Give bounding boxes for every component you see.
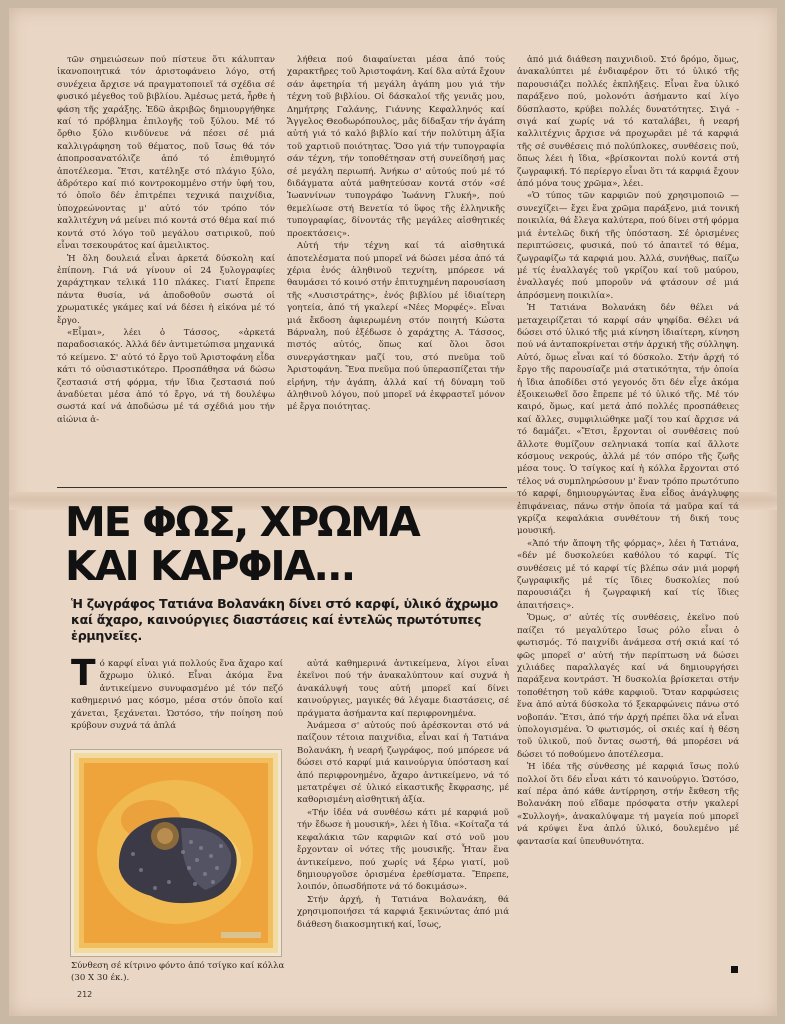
article-body-column-1 [71,658,283,742]
artwork-image [71,750,281,956]
artwork-caption: Σύνθεση σέ κίτρινο φόντο ἀπό τσίγκο καί κόλλα (30 Χ 30 έκ.). [71,961,285,983]
paragraph: Αὐτή τήν τέχνη καί τά αἰσθητικά ἀποτελέσματα πού μπορεῖ νά δώσει μέσα ἀπό τά χέρια ἑνός ἀληθινοῦ τεχνίτη, μπόρεσε νά θαυμάσει τό κοινό στήν ἐπιτυχημένη παρουσίαση τῆς «Λυσιστράτης», ἑνός βιβλίου μέ ἰδιαίτερη γοητεία, ἀπό τή γκαλερί «Νέες Μορφές». Εἶναι μιά ἔκδοση ἀφιερωμένη στόν ποιητή Κώστα Βάρναλη, πού ἐξέδωσε ὁ χαράχτης Α. Τάσσος, πιστός αὐτός, ὅπως καί ὅλοι ὅσοι συνεργάστηκαν μαζί του, στό πνεῦμα τοῦ Ἀριστοφάνη. Ἕνα πνεῦμα πού ὑπερασπίζεται τήν εἰρήνη, τήν ἀγάπη, ἀλλά καί τή δύναμη τοῦ ἀληθινοῦ λόγου, πού μπορεῖ νά ἐκφραστεῖ μόνον μέ ἔργα ποιότητας. [287,241,505,413]
text-column-3 [517,54,739,980]
paragraph: Ἡ ὅλη δουλειά εἶναι ἀρκετά δύσκολη καί ἐπίπονη. Γιά νά γίνουν οἱ 24 ξυλογραφίες χαράχτηκαν τελικά 110 πλάκες. Γιατί ἔπρεπε πάντα θυσία, νά ἀποδοθοῦν σωστά οἱ χρωματικές γκάμες καί νά δέσει ἡ εἰκόνα μέ τό ἔργο. [57,253,275,326]
paragraph: λήθεια πού διαφαίνεται μέσα ἀπό τούς χαρακτῆρες τοῦ Ἀριστοφάνη. Καί δλα αὐτά ἔχουν σάν ἀφετηρία τή μεγάλη ἀγάπη μου γιά τήν τέχνη τοῦ βιβλίου. Οἱ δάσκαλοί τῆς γενιᾶς μου, Δημήτρης Γαλάνης, Γιάννης Κεφαλληνός καί Ἄγγελος Θεοδωρόπουλος, μᾶς δίδαξαν τήν ἀγάπη αὐτή γιά τό καλό βιβλίο καί τήν πολύτιμη ἀξία τοῦ χαρτιοῦ ποιότητας. Ὅσο γιά τήν τυπογραφία σάν τέχνη, τήν τοποθέτησαν στή συνείδησή μας σέ μεγάλη περιωπή. Ἀνήκω σ' αὐτούς πού μέ τό διδάγματα αὐτά μαθητεύσαν κοντά στόν «σέ Ἰωαννίνων τυπογράφο Ἰωάννη Γλυκή», πού θεμελίωσε στή Βενετία τό ὕφος τῆς ἑλληνικῆς τυπογραφίας, δίνοντάς τῆς μεγάλες αἰσθητικές προεκτάσεις». [287,55,505,239]
paragraph: ό καρφί εἶναι γιά πολλούς ἕνα ἄχαρο καί ἄχρωμο ὑλικό. Εἶναι ἀκόμα ἕνα ἀντικείμενο συνυφασμένο μέ τόν πεζό καθημερινό μας κόσμο, μέσα στόν ὁποῖο καί χάνεται, ξεχάνεται. Ὡστόσο, τήν ποίηση πού κρύβουν συχνά τά ἁπλά [71,659,283,732]
paragraph: Ἀνάμεσα σ' αὐτούς πού ἀρέσκονται στό νά παίζουν τέτοια παιχνίδια, εἶναι καί ἡ Τατιάνα Βολανάκη, ἡ νεαρή ζωγράφος, πού μπόρεσε νά δώσει στό καρφί μιά καινούργια ὑπόσταση καί ἀπό περιφρονημένο, ἄχαρο ἀντικείμενο, νά τό μετατρέψει σέ ὑλικό εἰκαστικῆς ἔκφρασης, μέ καθορισμένη αἰσθητική ἀξία. [297,721,509,806]
paragraph: τῶν σημειώσεων πού πίστευε ὅτι κάλυπταν ἱκανοποιητικά τόν ἀριστοφάνειο λόγο, στή συνέχεια ἄρχισε νά πραγματοποιεῖ τά σχέδια σέ φυσικό μέγεθος τοῦ βιβλίου. Ἀμέσως μετά, ἦρθε ἡ φάση τῆς χαράξης. Ἐδῶ ἀκριβῶς δημιουργήθηκε καί τό πρόβλημα ἐπιλογῆς τοῦ ξύλου. Μέ τό ὄρθιο ξύλο κινδύνευε νά πέσει σέ μιά καλλιγράφηση τοῦ θέματος, ποῦ ἴσως θά τόν ἀποπροσανατόλιζε ἀπό τό ἐπιθυμητό ἀποτέλεσμα. Ἔτσι, κατέληξε στό πλάγιο ξύλο, ἀδρότερο καί πιό κοντροκομμένο στήν ὑφή του, τό ὁποῖο δέν ἐπιτρέπει τεχνικά παιχνίδια, ὑποχρεώνοντας μ' αὐτό τόν τρόπο τόν καλλιτέχνη νά μείνει πιό κοντά στό θέμα καί πιό κοντά στό λόγο τοῦ μεγάλου σατιρικοῦ, πού εἶναι τσεκουράτος καί ἀμειλικτος. [57,55,275,252]
paragraph: «Ὁ τύπος τῶν καρφιῶν πού χρησιμοποιῶ —συνεχίζει— ἔχει ἕνα χρῶμα παράξενο, μιά τονική ποικιλία, θά ἔλεγα καλύτερα, πού δίνει στή φόρμα μιά ἐντελῶς δική τῆς ὑπόσταση. Σέ ὁρισμένες περιπτώσεις, φυσικά, πού τό ἀπαιτεῖ τό θέμα, ζωγραφίζω τά καρφιά μου. Ἀλλά, συνήθως, παίζω μέ τίς ἐναλλαγές τοῦ γκρίζου καί τοῦ μαύρου, ἐναλλαγές πού μποροῦν νά φτάσουν σέ μιά ἀπρόσμενη ποικιλία». [517,191,739,301]
paragraph: Ὅμως, σ' αὐτές τίς συνθέσεις, ἐκεῖνο πού παίζει τό μεγαλύτερο ἴσως ρόλο εἶναι ὁ φωτισμός. Τό παιχνίδι ἀνάμεσα στή σκιά καί τό φῶς μπορεῖ σ' αὐτή τήν περίπτωση νά δώσει χιλιάδες παραλλαγές καί νά δημιουργήσει παράξενα κοντράστ. Ἡ δυσκολία βρίσκεται στήν τοποθέτηση τοῦ κάθε καρφιοῦ. Ὅταν καρφώσεις ἕνα ἀπό αὐτά δύσκολα τό ξεκαρφώνεις πάνω στό νοβοπάν. Ἔτσι, ἀπό τήν ἀρχή πρέπει ὅλα νά εἶναι ὑπολογισμένα. Ὁ φωτισμός, οἱ σκιές καί ἡ θέση τοῦ ὑλικοῦ, πού ὄντας σωστή, θά μπορέσει νά δώσει τό ποθούμενο ἀποτέλεσμα. [517,613,739,760]
paragraph: «Τήν ἰδέα νά συνθέσω κάτι μέ καρφιά μοῦ τήν ἔδωσε ἡ μουσική», λέει ἡ ἴδια. «Κοίταζα τά κεφαλάκια τῶν καρφιῶν καί στό νοῦ μου ἔρχονταν οἱ νότες τῆς μουσικῆς. Ἦταν ἕνα ἀντικείμενο, πού χωρίς νά ξέρω γιατί, μοῦ δημιουργοῦσε ὁρισμένα ἐρεθίσματα. Ἔπρεπε, λοιπόν, ὁπωσδήποτε νά τό δοκιμάσω». [297,807,509,893]
article-body-text-1 [71,658,283,732]
paragraph: αὐτά καθημερινά ἀντικείμενα, λίγοι εἶναι ἐκεῖνοι πού τήν ἀνακαλύπτουν καί συχνά ἡ ἀνακάλυψή τους αὐτή μπορεῖ καί δίνει καινούργιες, μαγικές θά λέγαμε διαστάσεις, σέ πράγματα ἀσήμαντα καί περιφρονημένα. [297,659,509,719]
paragraph: Στήν ἀρχή, ἡ Τατιάνα Βολανάκη, θά χρησιμοποιήσει τά καρφιά ξεκινώντας ἀπό μιά διάθεση διακοσμητική καί, ἴσως, [297,894,509,930]
paragraph: Ἡ Τατιάνα Βολανάκη δέν θέλει νά μεταχειρίζεται τό καρφί σάν ψηφίδα. Θέλει νά δώσει στό ὑλικό τῆς μιά κίνηση ἰδιαίτερη, κίνηση πού νά ἀνταποκρίνεται στήν ἀρχική τῆς σύλληψη. Αὐτό, ὅμως εἶναι καί τό δύσκολο. Στήν ἀρχή τό ἔργο τῆς παρουσίαζε μιά στατικότητα, τήν ὁποία ἡ ἴδια ἀποδίδει στό γεγονός ὅτι δέν εἶχε ἀκόμα ἐξοικειωθεῖ ὅσο ἔπρεπε μέ τό ὑλικό τῆς. Μέ τόν καιρό, ὅμως, καί μετά ἀπό πολλές προσπάθειες καί ἄλλες, συμφιλιώθηκε μαζί του καί ἄρχισε νά τό δαμάζει. «Ἔτσι, ἔρχονται οἱ συνθέσεις πού ἄλλοτε θυμίζουν σεληνιακά τοπία καί ἄλλοτε κόσμους νεκρούς, ἀλλά μέ τόν σπόρο τῆς ζωῆς μέσα τους. Ὁ τσίγκος καί ἡ κόλλα ἔρχονται στό τέλος νά συμπληρώσουν μ' ἕναν τρόπο πρωτότυπο τό καρφί, δημιουργώντας ἕνα εἶδος ἀνάγλυφης ἐπιφάνειας, πάνω στήν ὁποία τά μαῦρα καί τά γκρίζα κεφαλάκια συνθέτουν τή δική τους μουσική. [517,303,739,537]
paragraph: ἀπό μιά διάθεση παιχνιδιοῦ. Στό δρόμο, ὅμως, ἀνακαλύπτει μέ ἐνδιαφέρον ὅτι τό ὑλικό τῆς παρουσιάζει πολλές ἐκπλήξεις. Εἶναι ἕνα ὑλικό παράξενο πού, μολονότι ἀσήμαντο καί λίγο δύσπλαστο, κρύβει πολλές δυνατότητες. Σιγά - σιγά καί χωρίς νά τό καταλάβει, ἡ νεαρή καλλιτέχνις ἄρχισε νά προχωρᾶει μέ τά καρφιά τῆς σέ συνθέσεις πιό πολύπλοκες, συνθέσεις πού, ὅπως λέει ἡ ἴδια, «βρίσκονται πολύ κοντά στή ζωγραφική. Τό περίεργο εἶναι ὅτι τά καρφιά ἔχουν ἀπό μόνα τους χρῶμα», λέει. [517,55,739,190]
article-subhead: Ἡ ζωγράφος Τατιάνα Βολανάκη δίνει στό καρφί, ὑλικό ἄχρωμο καί ἄχαρο, καινούργιες διαστάσεις καί ἐντελῶς πρωτότυπες ἑρμηνεῖες. [71,596,498,643]
text-column-1 [57,54,275,480]
magazine-page [9,8,777,1016]
drop-cap: Τ [71,658,96,694]
page-number: 212 [77,990,93,999]
paragraph: «Ἀπό τήν ἄποψη τῆς φόρμας», λέει ἡ Τατιάνα, «δέν μέ δυσκολεύει καθόλου τό καρφί. Τίς συνθέσεις μέ τό καρφί τίς βλέπω σάν μιά μορφή ζωγραφικῆς μέ τίς ἴδιες δυσκολίες πού παρουσιάζει ἡ ζωγραφική καί τίς ἴδιες ἀπαιτήσεις». [517,538,739,611]
paragraph: Ἡ ἰδέα τῆς σύνθεσης μέ καρφιά ἴσως πολύ πολλοί ὅτι δέν εἶναι κάτι τό καινούργιο. Ὡστόσο, καί πέρα ἀπό κάθε ἀντίρρηση, στήν ἔκθεση τῆς Βολανάκη πού εἴδαμε πρόσφατα στήν γκαλερί «Συλλογή», ἀνακαλύψαμε τή μαγεία πού μπορεῖ νά κρύψει ἕνα ἁπλό ὑλικό, δουλεμένο μέ φαντασία καί ὑπευθυνότητα. [517,762,739,847]
text-column-2 [287,54,505,480]
section-divider [57,487,507,488]
article-headline [65,500,505,588]
end-of-article-mark [731,966,738,973]
article-body-column-2 [297,658,509,988]
headline-line-1: ΜΕ ΦΩΣ, ΧΡΩΜΑ [65,498,419,546]
paragraph: «Εἶμαι», λέει ὁ Τάσσος, «ἀρκετά παραδοσιακός. Ἀλλά δέν ἀντιμετώπισα μηχανικά τό κείμενο. Σ' αὐτό τό ἔργο τοῦ Ἀριστοφάνη εἶδα κάτι τό οὐσιαστικότερο. Προσπάθησα νά δώσω ζεστασιά στή φόρμα, τήν ἴδια ζεστασιά πού ἀναδύεται μέσα ἀπό τό ἔργο, νά τή δουλέψω σωστά καί νά ἀποδώσω μέ τά σχέδιά μου τήν αἰώνια ἀ- [57,327,275,425]
headline-line-2: ΚΑΙ ΚΑΡΦΙΑ... [65,542,355,590]
artwork-nail-composition [71,750,281,956]
